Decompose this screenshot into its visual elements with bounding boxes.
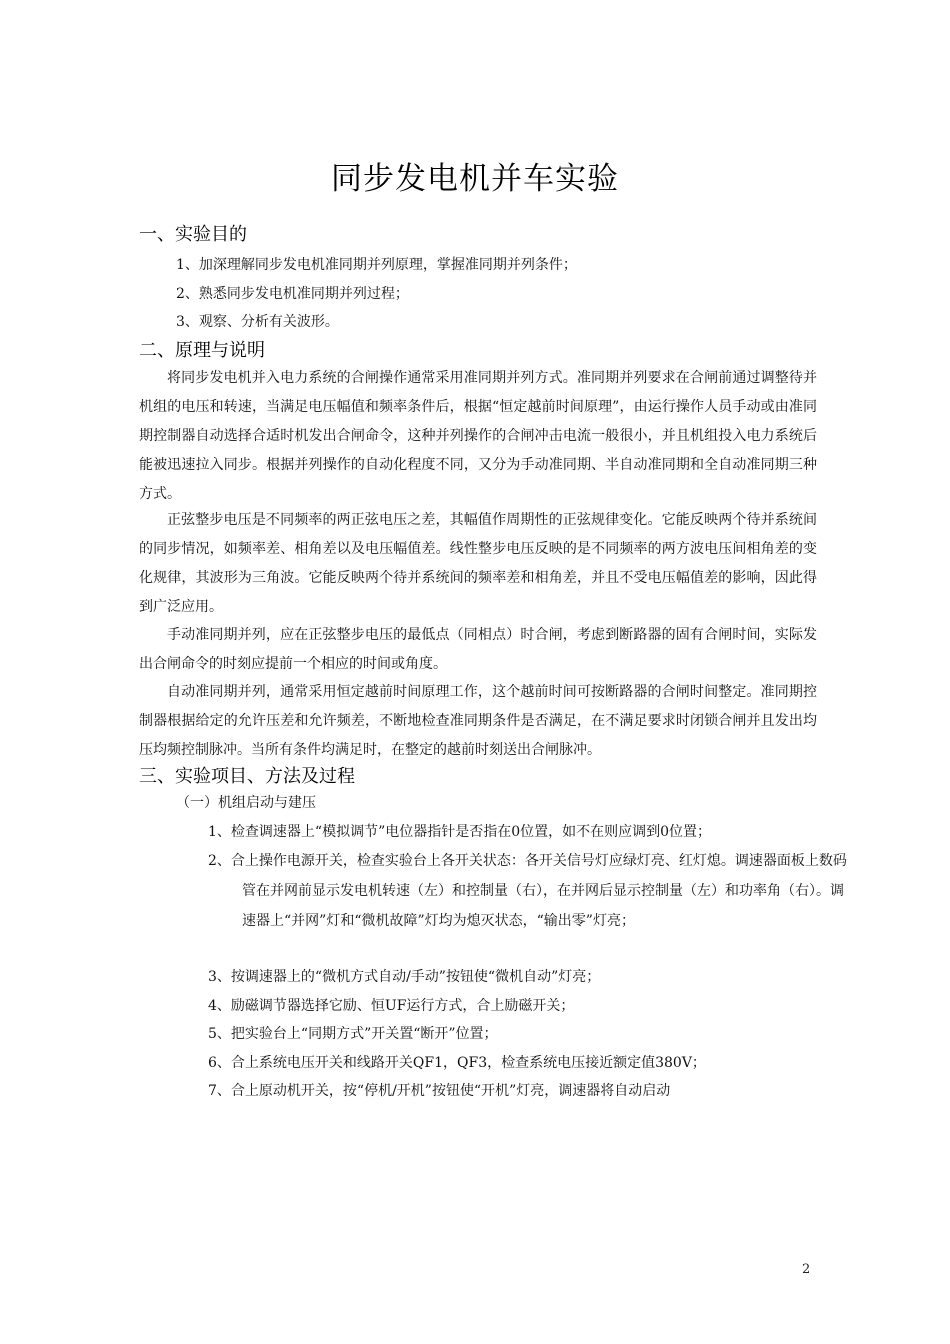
section-heading-principles: 二、原理与说明 bbox=[139, 340, 265, 361]
procedure-step: 4、励磁调节器选择它励、恒UF运行方式，合上励磁开关； bbox=[208, 998, 575, 1014]
page-title: 同步发电机并车实验 bbox=[331, 161, 619, 197]
principle-paragraph: 正弦整步电压是不同频率的两正弦电压之差，其幅值作周期性的正弦规律变化。它能反映两个待并系统间的同步情况，如频率差、相角差以及电压幅值差。线性整步电压反映的是不同频率的两方波电压间相角差的变化规律，其波形为三角波。它能反映两个待并系统间的频率差和相角差，并且不受电压幅值差的影响，因此得到广泛应用。 bbox=[139, 512, 817, 615]
procedure-step: 3、按调速器上的“微机方式自动/手动”按钮使“微机自动”灯亮； bbox=[208, 969, 601, 985]
principle-paragraph: 手动准同期并列，应在正弦整步电压的最低点（同相点）时合闸，考虑到断路器的固有合闸时间，实际发出合闸命令的时刻应提前一个相应的时间或角度。 bbox=[139, 627, 817, 672]
objective-item: 1、加深理解同步发电机准同期并列原理，掌握准同期并列条件； bbox=[176, 257, 577, 273]
principle-paragraph: 将同步发电机并入电力系统的合闸操作通常采用准同期并列方式。准同期并列要求在合闸前通过调整待并机组的电压和转速，当满足电压幅值和频率条件后，根据“恒定越前时间原理”，由运行操作人员手动或由准同期控制器自动选择合适时机发出合闸命令，这种并列操作的合闸冲击电流一般很小，并且机组投入电力系统后能被迅速拉入同步。根据并列操作的自动化程度不同，又分为手动准同期、半自动准同期和全自动准同期三种方式。 bbox=[139, 370, 817, 502]
procedure-step: 1、检查调速器上“模拟调节”电位器指针是否指在0位置，如不在则应调到0位置； bbox=[208, 824, 712, 840]
section-heading-objectives: 一、实验目的 bbox=[139, 224, 247, 245]
section-heading-procedure: 三、实验项目、方法及过程 bbox=[139, 766, 355, 787]
principle-paragraph: 自动准同期并列，通常采用恒定越前时间原理工作，这个越前时间可按断路器的合闸时间整定。准同期控制器根据给定的允许压差和允许频差，不断地检查准同期条件是否满足，在不满足要求时闭锁合闸并且发出均压均频控制脉冲。当所有条件均满足时，在整定的越前时刻送出合闸脉冲。 bbox=[139, 684, 817, 758]
objective-item: 2、熟悉同步发电机准同期并列过程； bbox=[176, 286, 409, 302]
procedure-step: 7、合上原动机开关，按“停机/开机”按钮使“开机”灯亮，调速器将自动启动 bbox=[208, 1083, 671, 1099]
objective-item: 3、观察、分析有关波形。 bbox=[176, 314, 339, 330]
procedure-step: 5、把实验台上“同期方式”开关置“断开”位置； bbox=[208, 1026, 498, 1042]
subsection-heading: （一）机组启动与建压 bbox=[176, 795, 316, 811]
page-number: 2 bbox=[802, 1262, 811, 1277]
procedure-step: 2、合上操作电源开关，检查实验台上各开关状态：各开关信号灯应绿灯亮、红灯熄。调速器面板上数码管在并网前显示发电机转速（左）和控制量（右），在并网后显示控制量（左）和功率角（右）。调速器上“并网”灯和“微机故障”灯均为熄灭状态，“输出零”灯亮； bbox=[208, 853, 847, 929]
procedure-step: 6、合上系统电压开关和线路开关QF1，QF3，检查系统电压接近额定值380V； bbox=[208, 1055, 706, 1071]
